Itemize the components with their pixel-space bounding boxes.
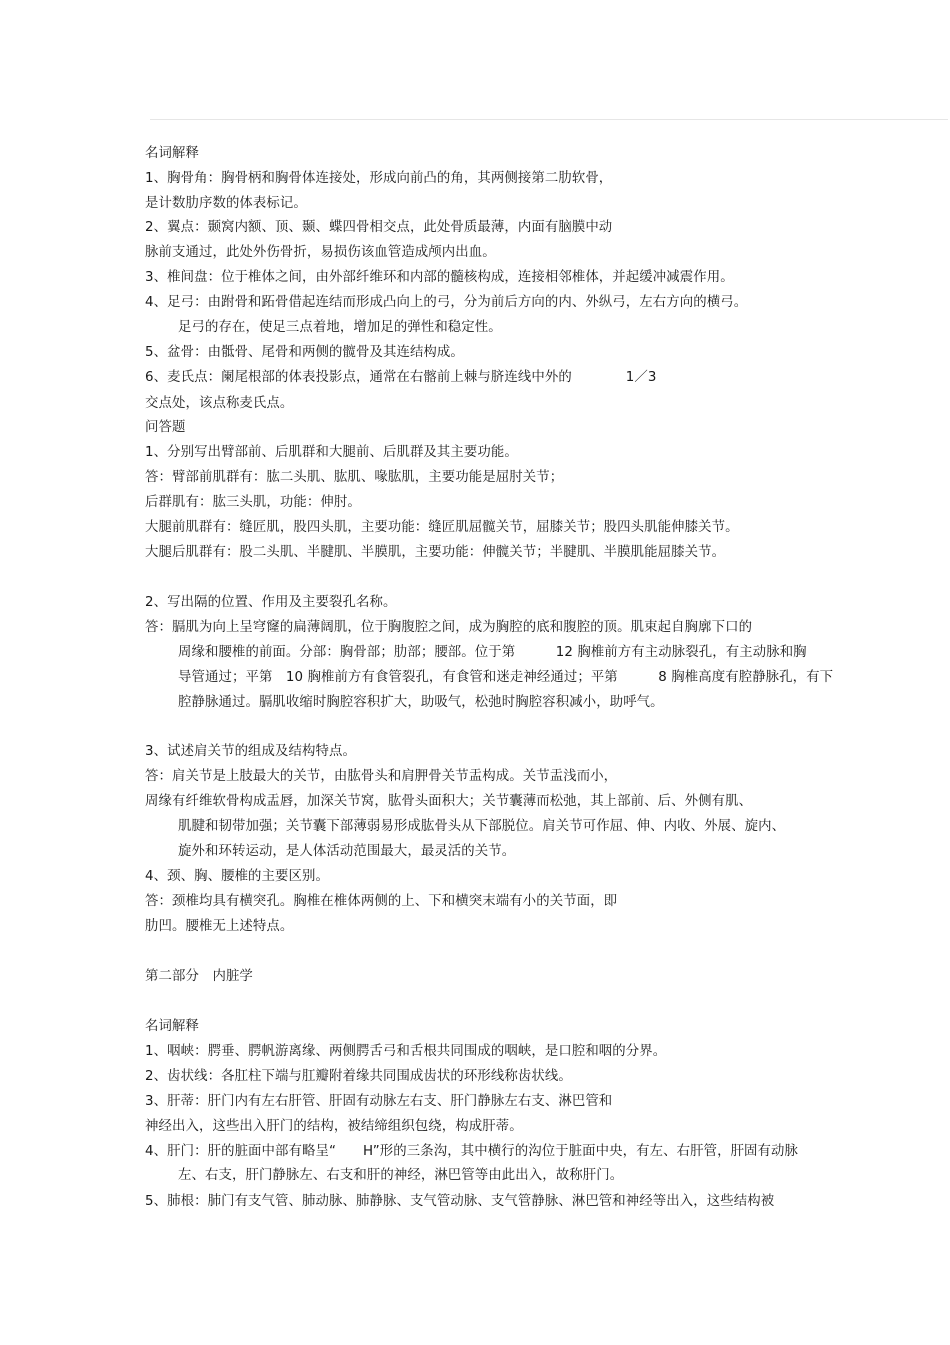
text-line: 交点处，该点称麦氏点。 <box>145 396 294 411</box>
text-line: 答：臂部前肌群有：肱二头肌、肱肌、喙肱肌，主要功能是屈肘关节； <box>145 470 564 485</box>
text-line: 2、写出隔的位置、作用及主要裂孔名称。 <box>145 595 397 610</box>
part-heading: 第二部分 内脏学 <box>145 969 253 984</box>
text-line: 4、肝门：肝的脏面中部有略呈“ H”形的三条沟，其中横行的沟位于脏面中央，有左、右肝管，肝固有动脉 <box>145 1144 799 1159</box>
text-line: 3、椎间盘：位于椎体之间，由外部纤维环和内部的髓核构成，连接相邻椎体，并起缓冲减震作用。 <box>145 270 734 285</box>
text-line: 5、盆骨：由骶骨、尾骨和两侧的髋骨及其连结构成。 <box>145 345 464 360</box>
section-heading: 名词解释 <box>145 1019 199 1034</box>
text-line: 腔静脉通过。膈肌收缩时胸腔容积扩大，助吸气，松弛时胸腔容积减小，助呼气。 <box>178 695 664 710</box>
text-line: 答：肩关节是上肢最大的关节，由肱骨头和肩胛骨关节盂构成。关节盂浅而小， <box>145 769 618 784</box>
text-line: 后群肌有：肱三头肌，功能：伸肘。 <box>145 495 361 510</box>
text-line: 2、翼点：颞窝内额、顶、颞、蝶四骨相交点，此处骨质最薄，内面有脑膜中动 <box>145 220 613 235</box>
text-line: 3、肝蒂：肝门内有左右肝管、肝固有动脉左右支、肝门静脉左右支、淋巴管和 <box>145 1094 613 1109</box>
text-line: 4、颈、胸、腰椎的主要区别。 <box>145 869 329 884</box>
text-line: 1、咽峡：腭垂、腭帆游离缘、两侧腭舌弓和舌根共同围成的咽峡，是口腔和咽的分界。 <box>145 1044 667 1059</box>
text-line: 周缘有纤维软骨构成盂唇，加深关节窝，肱骨头面积大；关节囊薄而松弛，其上部前、后、外侧有肌、 <box>145 794 753 809</box>
section-heading: 问答题 <box>145 420 186 435</box>
text-line: 大腿前肌群有：缝匠肌，股四头肌，主要功能：缝匠肌屈髋关节，屈膝关节；股四头肌能伸膝关节。 <box>145 520 739 535</box>
text-line: 旋外和环转运动，是人体活动范围最大，最灵活的关节。 <box>178 844 516 859</box>
text-line: 是计数肋序数的体表标记。 <box>145 196 307 211</box>
text-line: 神经出入，这些出入肝门的结构，被结缔组织包绕，构成肝蒂。 <box>145 1119 523 1134</box>
text-line: 周缘和腰椎的前面。分部：胸骨部；肋部；腰部。位于第 12 胸椎前方有主动脉裂孔，有主动脉和胸 <box>178 645 807 660</box>
text-line: 4、足弓：由跗骨和跖骨借起连结而形成凸向上的弓，分为前后方向的内、外纵弓，左右方向的横弓。 <box>145 295 748 310</box>
text-line: 左、右支，肝门静脉左、右支和肝的神经，淋巴管等由此出入，故称肝门。 <box>178 1168 624 1183</box>
text-line: 肋凹。腰椎无上述特点。 <box>145 919 294 934</box>
text-line: 1、分别写出臂部前、后肌群和大腿前、后肌群及其主要功能。 <box>145 445 518 460</box>
text-line: 大腿后肌群有：股二头肌、半腱肌、半膜肌，主要功能：伸髋关节；半腱肌、半膜肌能屈膝关节。 <box>145 545 726 560</box>
text-line: 2、齿状线：各肛柱下端与肛瓣附着缘共同围成齿状的环形线称齿状线。 <box>145 1069 572 1084</box>
section-heading: 名词解释 <box>145 146 199 161</box>
text-line: 足弓的存在，使足三点着地，增加足的弹性和稳定性。 <box>178 320 502 335</box>
text-line: 肌腱和韧带加强；关节囊下部薄弱易形成肱骨头从下部脱位。肩关节可作屈、伸、内收、外展、旋内、 <box>178 819 786 834</box>
text-line: 5、肺根：肺门有支气管、肺动脉、肺静脉、支气管动脉、支气管静脉、淋巴管和神经等出入，这些结构被 <box>145 1194 775 1209</box>
text-line: 导管通过；平第 10 胸椎前方有食管裂孔，有食管和迷走神经通过；平第 8 胸椎高度有腔静脉孔，有下 <box>178 670 834 685</box>
text-line: 6、麦氏点：阑尾根部的体表投影点，通常在右髂前上棘与脐连线中外的 1／3 <box>145 370 657 385</box>
text-line: 答：颈椎均具有横突孔。胸椎在椎体两侧的上、下和横突末端有小的关节面，即 <box>145 894 618 909</box>
text-line: 答：膈肌为向上呈穹窿的扁薄阔肌，位于胸腹腔之间，成为胸腔的底和腹腔的顶。肌束起自胸廓下口的 <box>145 620 753 635</box>
text-line: 脉前支通过，此处外伤骨折，易损伤该血管造成颅内出血。 <box>145 245 496 260</box>
text-line: 3、试述肩关节的组成及结构特点。 <box>145 744 356 759</box>
text-line: 1、胸骨角：胸骨柄和胸骨体连接处，形成向前凸的角，其两侧接第二肋软骨， <box>145 171 613 186</box>
